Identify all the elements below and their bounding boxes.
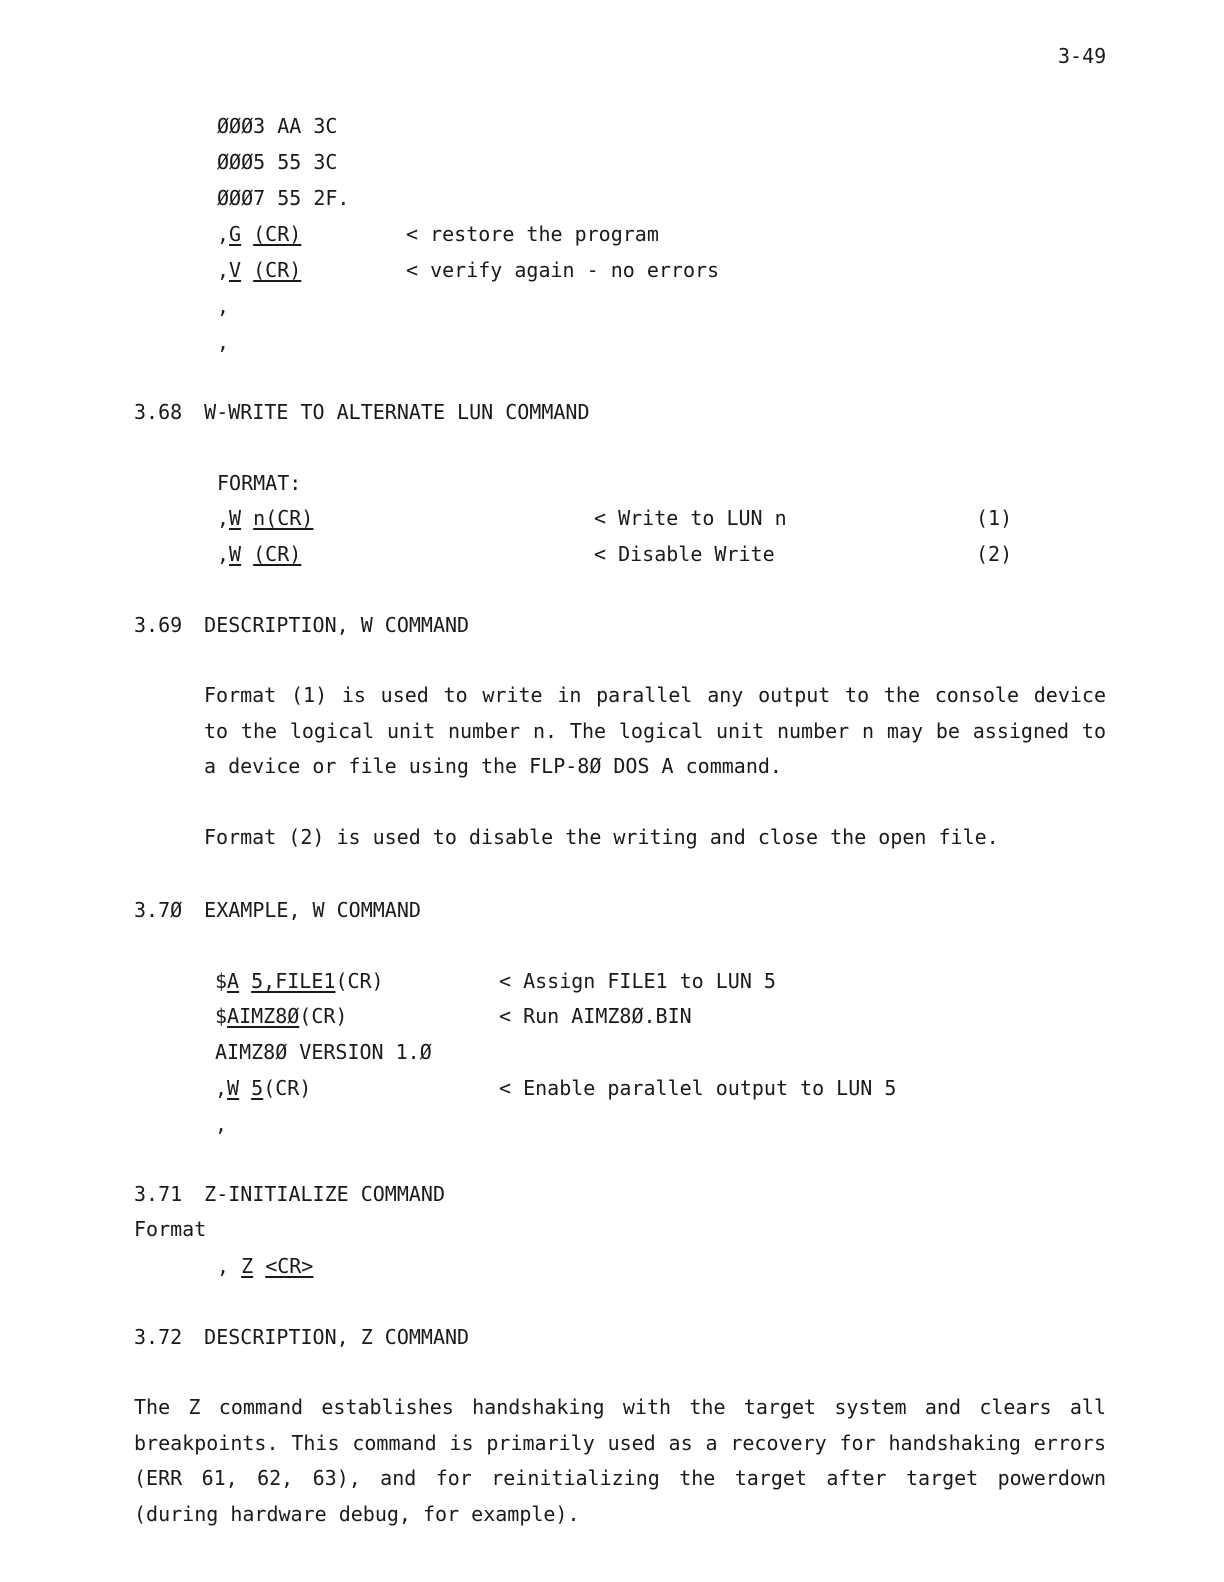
section-heading-3-71: 3.71 Z-INITIALIZE COMMAND — [134, 1182, 445, 1206]
w-format-line-2: ,W (CR) — [217, 542, 302, 566]
w-format-line-1: ,W n(CR) — [217, 506, 314, 530]
dump-line: ØØØ3 AA 3C — [217, 114, 338, 138]
assign-command-line: $A 5,FILE1(CR) — [215, 969, 384, 993]
g-command-line: ,G (CR) — [217, 222, 302, 246]
section-heading-3-69: 3.69 DESCRIPTION, W COMMAND — [134, 613, 470, 637]
section-heading-3-70: 3.7Ø EXAMPLE, W COMMAND — [134, 898, 421, 922]
run-command-comment: < Run AIMZ8Ø.BIN — [499, 1004, 692, 1028]
g-command-comment: < restore the program — [406, 222, 659, 246]
w-format-comment-1: < Write to LUN n — [594, 506, 787, 530]
w-format-comment-2: < Disable Write — [594, 542, 775, 566]
assign-command-comment: < Assign FILE1 to LUN 5 — [499, 969, 776, 993]
prompt-line: , — [215, 1112, 228, 1136]
w-description-paragraph-1: Format (1) is used to write in parallel any output to the console device to the logical unit number n. The logical unit number n may be assigned to a device or file using the FLP-8Ø DOS A command. — [204, 683, 1106, 778]
w-enable-command-line: ,W 5(CR) — [215, 1076, 312, 1100]
w-format-ref-1: (1) — [976, 506, 1013, 530]
dump-line: ØØØ7 55 2F. — [217, 186, 350, 210]
format-label: FORMAT: — [217, 471, 302, 495]
version-line: AIMZ8Ø VERSION 1.Ø — [215, 1040, 432, 1064]
z-format-line: , Z <CR> — [217, 1254, 314, 1278]
section-heading-3-72: 3.72 DESCRIPTION, Z COMMAND — [134, 1325, 470, 1349]
w-description-paragraph-2: Format (2) is used to disable the writing and close the open file. — [204, 825, 999, 849]
w-format-ref-2: (2) — [976, 542, 1013, 566]
z-description-paragraph: The Z command establishes handshaking with the target system and clears all breakpoints. This command is primarily used as a recovery for handshaking errors (ERR 61, 62, 63), and for reinitializing the target after target powerdown (during hardware debug, for example). — [134, 1395, 1106, 1526]
run-command-line: $AIMZ8Ø(CR) — [215, 1004, 348, 1028]
v-command-comment: < verify again - no errors — [406, 258, 720, 282]
w-enable-command-comment: < Enable parallel output to LUN 5 — [499, 1076, 897, 1100]
dump-line: ØØØ5 55 3C — [217, 150, 338, 174]
v-command-line: ,V (CR) — [217, 258, 302, 282]
prompt-line: , — [217, 330, 230, 354]
page-number: 3-49 — [1058, 44, 1107, 68]
prompt-line: , — [217, 294, 230, 318]
section-heading-3-68: 3.68 W-WRITE TO ALTERNATE LUN COMMAND — [134, 400, 590, 424]
format-label: Format — [134, 1217, 207, 1241]
